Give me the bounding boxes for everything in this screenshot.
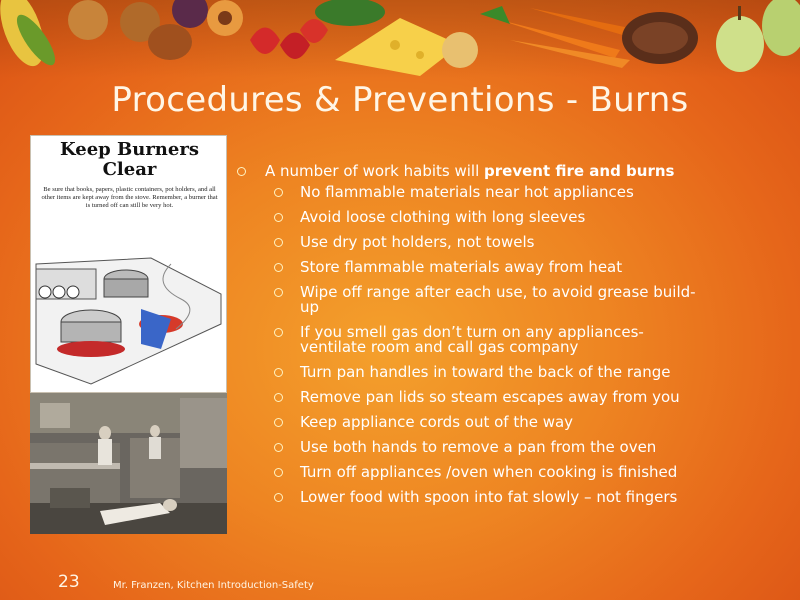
kitchen-photo-illustration [30,393,227,534]
sub-point-text: Lower food with spoon into fat slowly – not fingers [300,488,678,506]
slide-content [237,163,707,515]
ring-bullet-icon [274,188,283,197]
keep-burners-clear-poster [30,135,227,393]
bullet-sub-point [237,260,707,275]
main-point-emphasis: prevent fire and burns [484,162,675,180]
ring-bullet-icon [274,213,283,222]
slide-title: Procedures & Preventions - Burns [111,80,689,120]
bullet-sub-point [237,415,707,430]
ring-bullet-icon [274,418,283,427]
sub-point-text: No flammable materials near hot appliances [300,183,634,201]
poster-body-text: Be sure that books, papers, plastic containers, pot holders, and all other items are kept away from the stove. Remember, a burner that is turned off can still be very hot. [41,186,218,209]
food-illustration [0,0,800,78]
ring-bullet-icon [274,263,283,272]
ring-bullet-icon [274,493,283,502]
poster-heading [31,140,228,180]
sub-point-text: Avoid loose clothing with long sleeves [300,208,586,226]
ring-bullet-icon [274,468,283,477]
ring-bullet-icon [274,393,283,402]
sub-point-text: Store flammable materials away from heat [300,258,623,276]
kitchen-accident-photo [30,393,227,534]
ring-bullet-icon [274,238,283,247]
bullet-sub-point [237,365,707,380]
sub-point-text: Use dry pot holders, not towels [300,233,535,251]
ring-bullet-icon [274,328,283,337]
poster-heading-line2: Clear [102,159,157,180]
main-point-prefix: A number of work habits will [265,162,485,180]
bullet-sub-point [237,210,707,225]
sub-point-text: Remove pan lids so steam escapes away from you [300,388,680,406]
bullet-sub-point [237,390,707,405]
sub-point-text: Wipe off range after each use, to avoid grease build-up [300,283,696,316]
poster-heading-line1: Keep Burners [60,139,199,160]
stove-illustration [31,254,228,392]
sub-point-text: Keep appliance cords out of the way [300,413,574,431]
footer-text: Mr. Franzen, Kitchen Introduction-Safety [113,580,314,591]
slide-number: 23 [58,572,80,592]
bullet-sub-point [237,465,707,480]
ring-bullet-icon [274,443,283,452]
food-banner-image [0,0,800,78]
sub-point-text: Turn off appliances /oven when cooking is finished [300,463,678,481]
bullet-sub-point [237,440,707,455]
ring-bullet-icon [237,167,246,176]
sub-point-text: If you smell gas don’t turn on any appliances-ventilate room and call gas company [300,323,644,356]
bullet-sub-point [237,325,707,355]
bullet-sub-point [237,185,707,200]
bullet-sub-point [237,490,707,505]
bullet-main-point [237,163,707,180]
sub-point-text: Use both hands to remove a pan from the oven [300,438,657,456]
bullet-sub-point [237,235,707,250]
ring-bullet-icon [274,368,283,377]
sub-point-text: Turn pan handles in toward the back of the range [300,363,671,381]
ring-bullet-icon [274,288,283,297]
bullet-sub-point [237,285,707,315]
